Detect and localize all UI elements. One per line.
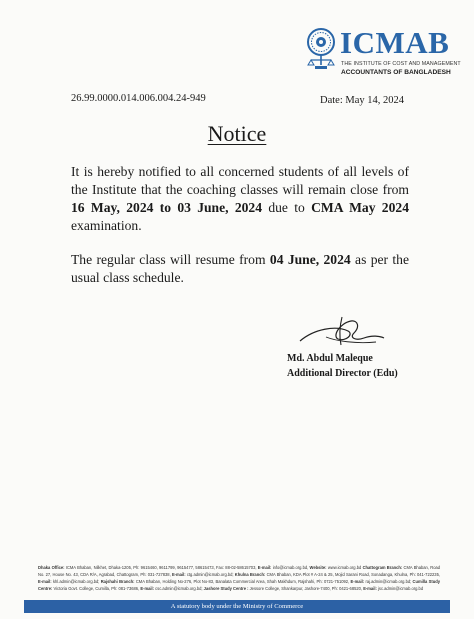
signatory-name: Md. Abdul Maleque	[287, 353, 373, 364]
notice-paragraph-2	[71, 251, 409, 287]
org-name-line2: ACCOUNTANTS OF BANGLADESH	[341, 69, 451, 76]
exam-name: CMA May 2024	[311, 200, 409, 215]
p2-text-2: as per the usual class schedule.	[71, 252, 409, 285]
p1-text-2: due to	[262, 200, 312, 215]
footer-dhaka-text: ICMA Bhaban, Nilkhet, Dhaka-1205, Ph: 9615460, 9611799, 9615477, 58615473, Fax: 88-02-58615703,	[64, 565, 258, 570]
p1-text-3: examination.	[71, 218, 142, 233]
icmab-emblem-icon	[304, 27, 338, 71]
notice-title-text: Notice	[207, 121, 267, 146]
p1-text-1: It is hereby notified to all concerned students of all levels of the Institute that the coaching classes will remain close from	[71, 164, 409, 197]
org-logo-name: ICMAB	[340, 25, 450, 60]
notice-title	[0, 121, 474, 147]
footer-tagline-bar	[24, 600, 450, 613]
footer-email-label: E-mail:	[171, 571, 186, 577]
resume-date: 04 June, 2024	[269, 252, 351, 267]
footer-email-label: E-mail:	[257, 565, 272, 570]
footer-jashore-email: jsc.admin@icmab.org.bd	[376, 585, 424, 591]
footer-email-label: E-mail:	[38, 578, 52, 584]
closure-date-range: 16 May, 2024 to 03 June, 2024	[71, 200, 263, 215]
signatory-block	[287, 351, 398, 381]
footer-ctg-email: ctg.admin@icmab.org.bd;	[185, 571, 235, 577]
footer-jashore-label: Jashore Study Centre :	[203, 585, 249, 591]
org-name-line1: THE INSTITUTE OF COST AND MANAGEMENT	[341, 61, 461, 67]
footer-email-label: E-mail:	[363, 585, 377, 591]
footer-rajshahi-text: CMA Bhaban, Holding No-276, Plot No-83, Banalata Commercial Area, Shah Makhdum, Rajshahi, Ph: 0721-751092,	[134, 578, 351, 584]
footer-website-label: Website:	[309, 565, 327, 570]
footer-rajshahi-email: raj.admin@icmab.org.bd;	[364, 578, 413, 584]
footer-khulna-label: Khulna Branch:	[234, 571, 266, 577]
footer-tagline: A statutory body under the Ministry of Commerce	[170, 603, 304, 610]
notice-paragraph-1	[71, 163, 409, 235]
footer-addresses	[38, 565, 440, 593]
footer-khulna-email: khl.admin@icmab.org.bd;	[51, 578, 101, 584]
footer-cumilla-text: Victoria Govt. College, Cumilla, Ph: 081-73686,	[52, 585, 141, 591]
footer-cumilla-email: csc.admin@icmab.org.bd;	[154, 585, 204, 591]
footer-ctg-text: CMA Bhaban, Road No. 27, House No. 43, CDA R/A, Agrabad, Chattogram, Ph: 031-727838,	[38, 565, 441, 577]
footer-email-label: E-mail:	[140, 585, 154, 591]
footer-jashore-text: Jessore College, Shankarpur, Jashore-7400, Ph: 0421-68520,	[248, 585, 364, 591]
notice-date: Date: May 14, 2024	[320, 95, 404, 106]
footer-khulna-text: CMA Bhaban, KDA Plot # A-24 & 25, Mojid Sarani Road, Sonadanga, Khulna, Ph: 041-722235,	[265, 571, 440, 577]
footer-ctg-label: Chattogram Branch:	[362, 565, 403, 570]
footer-email-label: E-mail:	[350, 578, 365, 584]
footer-website: www.icmab.org.bd	[326, 565, 362, 570]
signatory-designation: Additional Director (Edu)	[287, 368, 398, 379]
footer-dhaka-email: info@icmab.org.bd,	[271, 565, 310, 570]
icmab-logo	[304, 27, 464, 77]
footer-rajshahi-label: Rajshahi Branch:	[100, 578, 135, 584]
signature-icon	[296, 311, 388, 351]
reference-number: 26.99.0000.014.006.004.24-949	[71, 93, 206, 104]
footer-cumilla-label: Cumilla Study Centre:	[38, 578, 440, 591]
footer-dhaka-label: Dhaka Office:	[38, 565, 65, 570]
p2-text-1: The regular class will resume from	[71, 252, 270, 267]
